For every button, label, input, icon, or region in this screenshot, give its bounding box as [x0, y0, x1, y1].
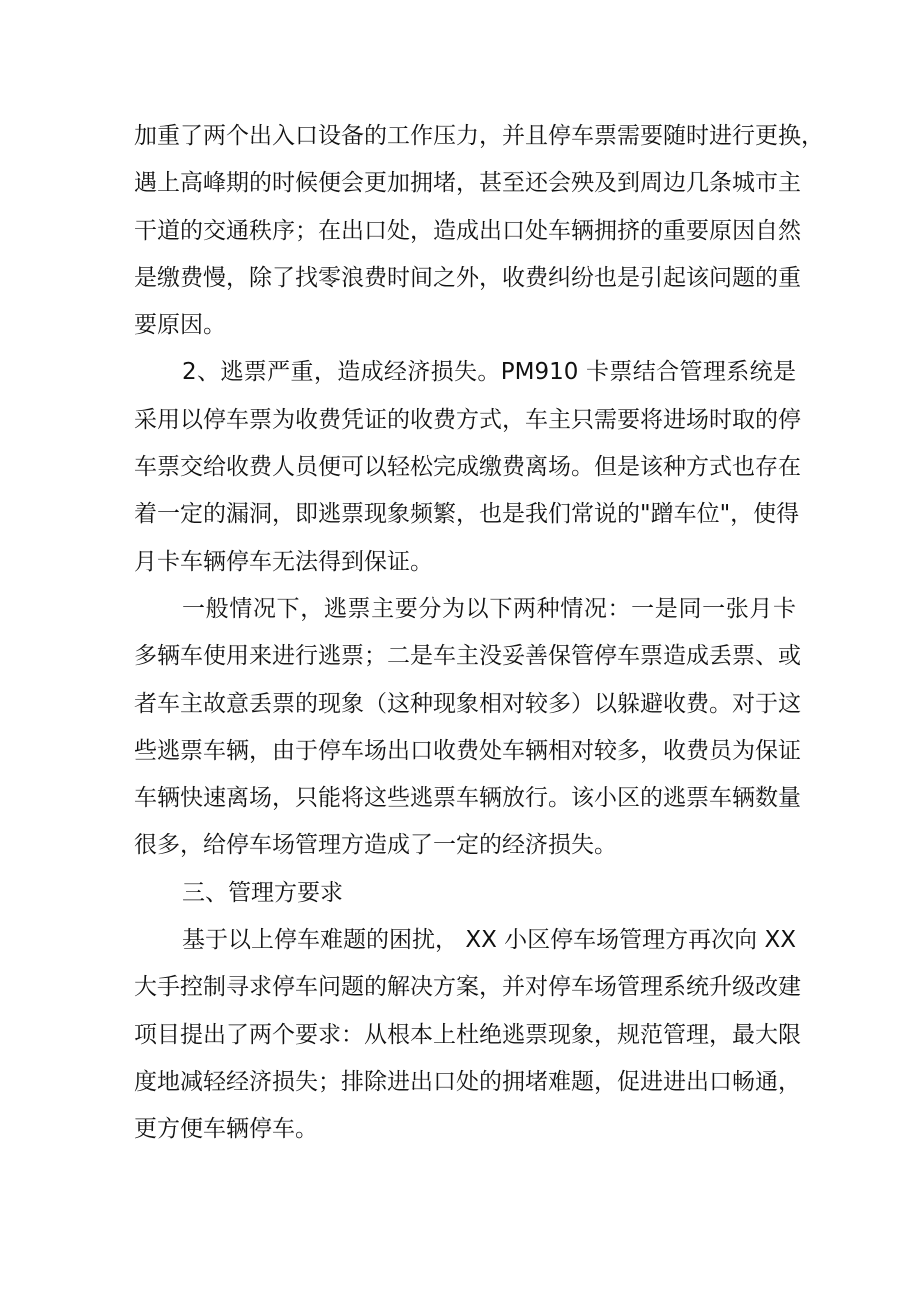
paragraph-requirements [134, 917, 801, 1153]
paragraph-ticket-evasion [134, 349, 801, 585]
text-line: 者车主故意丢票的现象（这种现象相对较多）以躲避收费。对于这 [134, 690, 801, 717]
text-line: 着一定的漏洞，即逃票现象频繁，也是我们常说的"蹭车位"，使得 [134, 501, 800, 528]
text-line: 2、逃票严重，造成经济损失。PM910 卡票结合管理系统是 [182, 359, 796, 386]
text-line: 是缴费慢，除了找零浪费时间之外，收费纠纷也是引起该问题的重 [134, 264, 801, 291]
text-line: 度地减轻经济损失；排除进出口处的拥堵难题，促进进出口畅通， [134, 1068, 801, 1095]
paragraph-congestion-causes [134, 113, 824, 349]
heading-line: 三、管理方要求 [182, 879, 343, 906]
text-line: 些逃票车辆，由于停车场出口收费处车辆相对较多，收费员为保证 [134, 737, 801, 764]
text-line: 遇上高峰期的时候便会更加拥堵，甚至还会殃及到周边几条城市主 [134, 170, 801, 197]
paragraph-evasion-cases [134, 586, 801, 870]
section-heading-requirements [134, 870, 796, 917]
text-line: 车票交给收费人员便可以轻松完成缴费离场。但是该种方式也存在 [134, 454, 801, 481]
document-body [134, 113, 824, 1154]
text-line: 项目提出了两个要求：从根本上杜绝逃票现象，规范管理，最大限 [134, 1021, 801, 1048]
text-line: 多辆车使用来进行逃票；二是车主没妥善保管停车票造成丢票、或 [134, 643, 801, 670]
text-line: 车辆快速离场，只能将这些逃票车辆放行。该小区的逃票车辆数量 [134, 785, 801, 812]
text-line: 要原因。 [134, 312, 226, 339]
text-line: 采用以停车票为收费凭证的收费方式，车主只需要将进场时取的停 [134, 406, 801, 433]
text-line: 月卡车辆停车无法得到保证。 [134, 548, 433, 575]
text-line: 很多，给停车场管理方造成了一定的经济损失。 [134, 832, 617, 859]
text-line: 加重了两个出入口设备的工作压力，并且停车票需要随时进行更换， [134, 123, 824, 149]
text-line: 一般情况下，逃票主要分为以下两种情况：一是同一张月卡 [182, 595, 796, 622]
text-line: 大手控制寻求停车问题的解决方案，并对停车场管理系统升级改建 [134, 974, 801, 1001]
text-line: 基于以上停车难题的困扰， XX 小区停车场管理方再次向 XX [182, 927, 796, 954]
text-line: 干道的交通秩序；在出口处，造成出口处车辆拥挤的重要原因自然 [134, 217, 801, 244]
text-line: 更方便车辆停车。 [134, 1116, 318, 1143]
